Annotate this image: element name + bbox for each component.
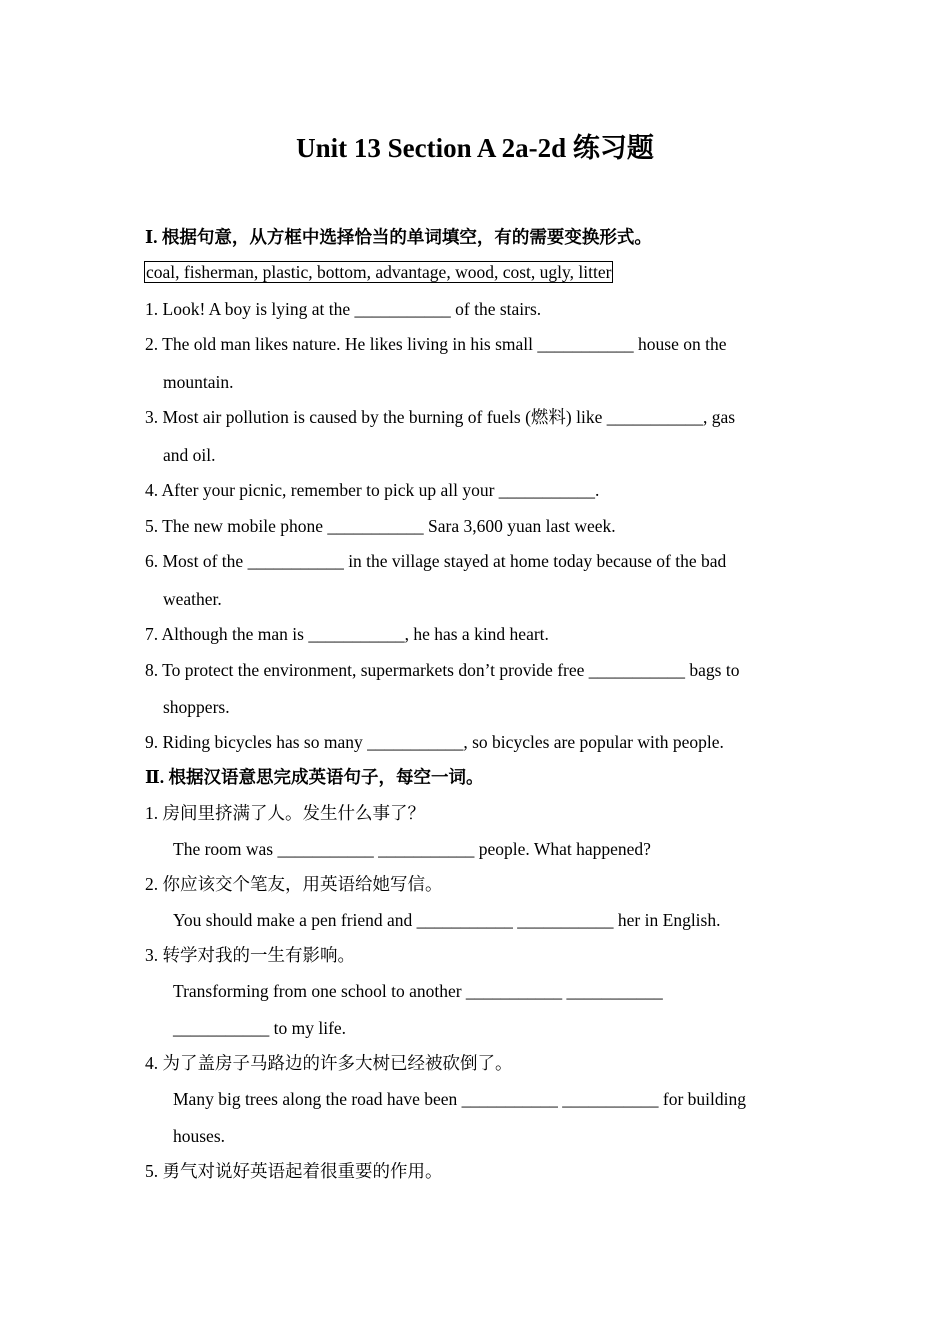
part2-item-2-answer: You should make a pen friend and ___________ ___________ her in English. <box>173 910 721 930</box>
part1-item-8: 8. To protect the environment, supermarkets don’t provide free ___________ bags to <box>145 660 740 680</box>
part2-item-3-answer: Transforming from one school to another ___________ ___________ <box>173 981 663 1001</box>
part1-item-6: 6. Most of the ___________ in the village stayed at home today because of the bad <box>145 551 727 571</box>
part2-item-1-prompt: 1. 房间里挤满了人。发生什么事了？ <box>145 803 425 823</box>
page-title: Unit 13 Section A 2a-2d 练习题 <box>296 133 654 163</box>
part1-item-1: 1. Look! A boy is lying at the ___________ of the stairs. <box>145 299 542 319</box>
part1-heading: Ⅰ. 根据句意，从方框中选择恰当的单词填空，有的需要变换形式。 <box>145 227 652 247</box>
part2-item-5-prompt: 5. 勇气对说好英语起着很重要的作用。 <box>145 1161 443 1181</box>
part2-item-3-prompt: 3. 转学对我的一生有影响。 <box>145 945 355 965</box>
part1-item-6-cont: weather. <box>163 589 222 609</box>
part2-item-1-answer: The room was ___________ ___________ people. What happened? <box>173 839 651 859</box>
part1-item-3: 3. Most air pollution is caused by the burning of fuels (燃料) like ___________, gas <box>145 407 736 427</box>
part1-item-4: 4. After your picnic, remember to pick up all your ___________. <box>145 480 600 500</box>
part1-item-8-cont: shoppers. <box>163 697 230 717</box>
part2-item-4-answer: Many big trees along the road have been ___________ ___________ for building <box>173 1089 747 1109</box>
part2-heading: Ⅱ. 根据汉语意思完成英语句子，每空一词。 <box>145 767 484 787</box>
part2-item-2-prompt: 2. 你应该交个笔友，用英语给她写信。 <box>145 874 443 894</box>
part2-item-4-answer-cont: houses. <box>173 1126 226 1146</box>
part1-item-9: 9. Riding bicycles has so many ___________, so bicycles are popular with people. <box>145 732 724 752</box>
part2-item-3-answer-cont: ___________ to my life. <box>173 1018 347 1038</box>
part1-item-2: 2. The old man likes nature. He likes living in his small ___________ house on the <box>145 334 727 354</box>
part1-item-5: 5. The new mobile phone ___________ Sara 3,600 yuan last week. <box>145 516 616 536</box>
part1-item-2-cont: mountain. <box>163 372 234 392</box>
part1-item-3-cont: and oil. <box>163 445 216 465</box>
part2-item-4-prompt: 4. 为了盖房子马路边的许多大树已经被砍倒了。 <box>145 1053 513 1073</box>
word-box <box>144 260 613 284</box>
part1-item-7: 7. Although the man is ___________, he has a kind heart. <box>145 624 549 644</box>
word-box-text: coal, fisherman, plastic, bottom, advantage, wood, cost, ugly, litter <box>146 262 612 282</box>
